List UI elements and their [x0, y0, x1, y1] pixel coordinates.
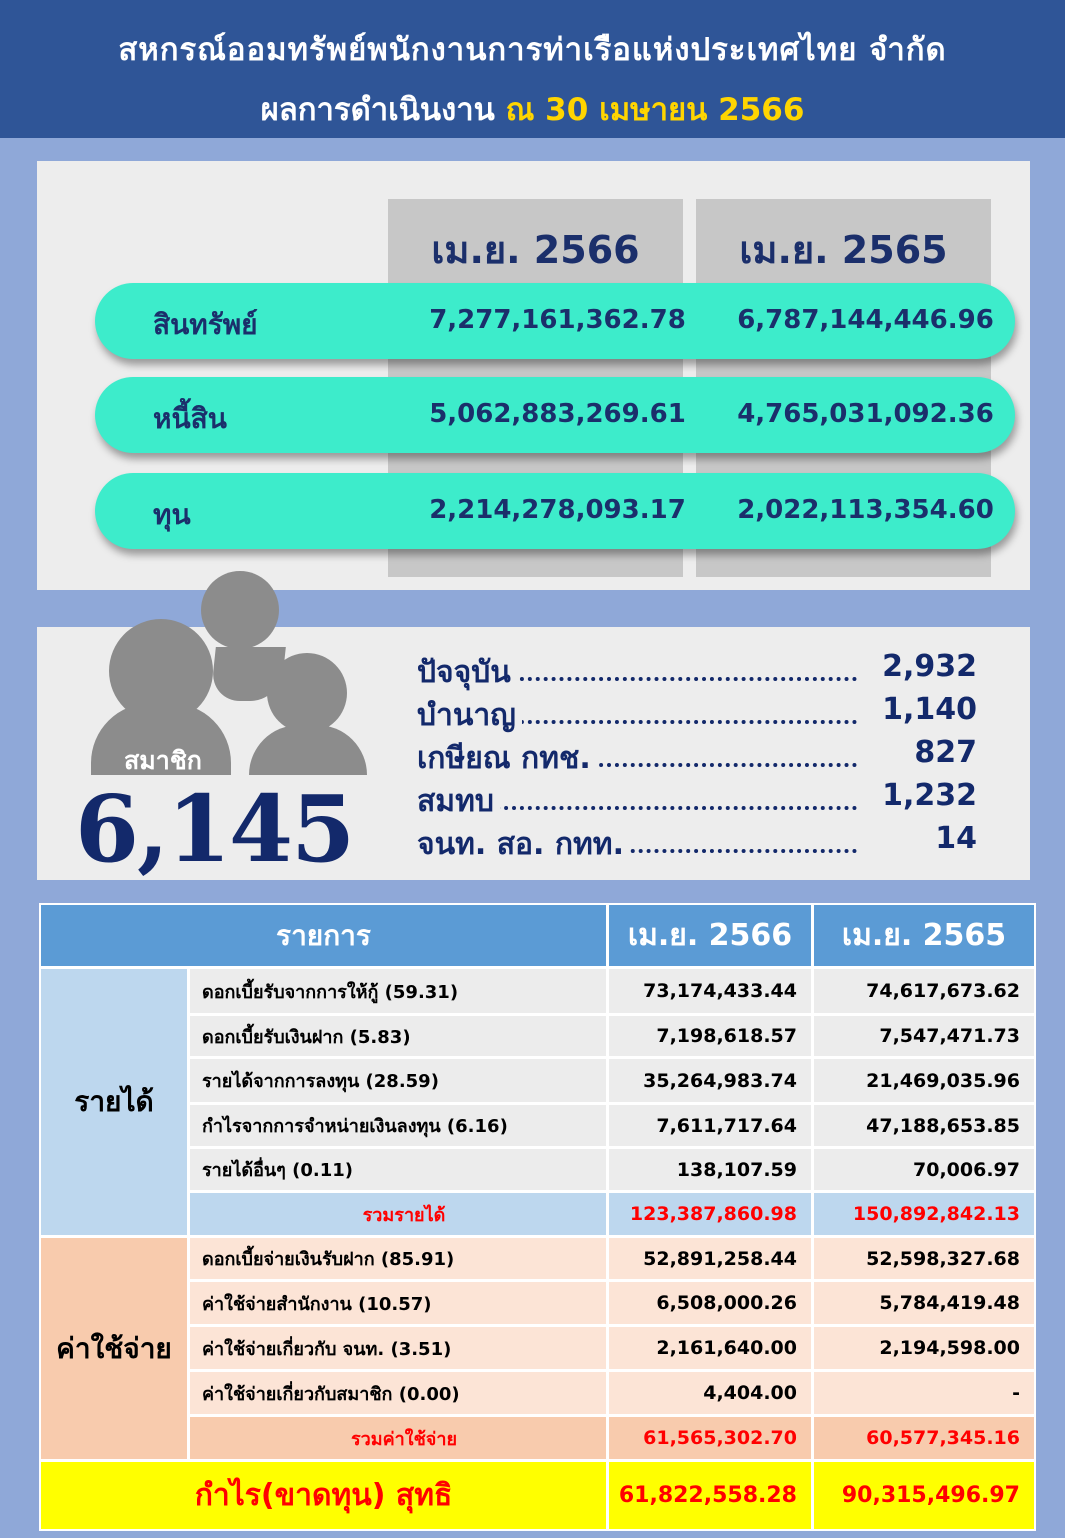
expense-row-label: ค่าใช้จ่ายเกี่ยวกับ จนท. (3.51) [190, 1327, 606, 1369]
net-profit-label: กำไร(ขาดทุน) สุทธิ [41, 1462, 606, 1529]
expense-row-2565: 2,194,598.00 [814, 1327, 1034, 1369]
expense-row-2565: 5,784,419.48 [814, 1282, 1034, 1324]
income-row-label: กำไรจากการจำหน่ายเงินลงทุน (6.16) [190, 1105, 606, 1146]
subtitle-date: ณ 30 เมษายน 2566 [505, 92, 805, 128]
member-value-pension: 1,140 [882, 692, 977, 727]
income-row-label: ดอกเบี้ยรับจากการให้กู้ (59.31) [190, 969, 606, 1013]
member-row-pension [417, 692, 977, 734]
income-row-2565: 70,006.97 [814, 1149, 1034, 1190]
income-total-2565: 150,892,842.13 [814, 1193, 1034, 1235]
assets-label: สินทรัพย์ [153, 308, 258, 341]
header-2566: เม.ย. 2566 [609, 905, 811, 966]
expense-row-2565: 52,598,327.68 [814, 1238, 1034, 1279]
members-label: สมาชิก [124, 746, 202, 775]
income-row-2566: 7,198,618.57 [609, 1016, 811, 1056]
column-header-2566: เม.ย. 2566 [431, 228, 640, 272]
expense-total-2566: 61,565,302.70 [609, 1417, 811, 1459]
members-total: 6,145 [75, 775, 354, 883]
member-label-staff: จนท. สอ. กทท. [417, 821, 630, 868]
income-row-label: ดอกเบี้ยรับเงินฝาก (5.83) [190, 1016, 606, 1056]
income-row-label: รายได้อื่นๆ (0.11) [190, 1149, 606, 1190]
member-row-current [417, 649, 977, 691]
member-value-associate: 1,232 [882, 778, 977, 813]
member-value-staff: 14 [935, 821, 977, 856]
income-total-2566: 123,387,860.98 [609, 1193, 811, 1235]
equity-row [95, 473, 1015, 549]
assets-2566: 7,277,161,362.78 [429, 305, 686, 335]
header-2565: เม.ย. 2565 [814, 905, 1034, 966]
income-row-2566: 73,174,433.44 [609, 969, 811, 1013]
subtitle-prefix: ผลการดำเนินงาน [260, 92, 495, 128]
member-label-current: ปัจจุบัน [417, 649, 517, 696]
net-profit-2565: 90,315,496.97 [814, 1462, 1034, 1529]
expense-section-label: ค่าใช้จ่าย [41, 1238, 187, 1459]
expense-row-2566: 6,508,000.26 [609, 1282, 811, 1324]
expense-row-label: ดอกเบี้ยจ่ายเงินรับฝาก (85.91) [190, 1238, 606, 1279]
expense-row-2565: - [814, 1372, 1034, 1414]
equity-2565: 2,022,113,354.60 [737, 495, 994, 525]
member-row-retired [417, 735, 977, 777]
income-section-label: รายได้ [41, 969, 187, 1235]
assets-2565: 6,787,144,446.96 [737, 305, 994, 335]
income-row-2565: 47,188,653.85 [814, 1105, 1034, 1146]
assets-row [95, 283, 1015, 359]
income-row-2565: 7,547,471.73 [814, 1016, 1034, 1056]
income-total-label: รวมรายได้ [190, 1193, 606, 1235]
financial-position-panel [37, 161, 1030, 590]
member-label-retired: เกษียณ กทช. [417, 735, 597, 782]
expense-row-label: ค่าใช้จ่ายเกี่ยวกับสมาชิก (0.00) [190, 1372, 606, 1414]
liabilities-label: หนี้สิน [153, 402, 227, 435]
member-label-pension: บำนาญ [417, 692, 522, 739]
expense-row-2566: 4,404.00 [609, 1372, 811, 1414]
income-row-2566: 7,611,717.64 [609, 1105, 811, 1146]
net-profit-2566: 61,822,558.28 [609, 1462, 811, 1529]
header-item: รายการ [41, 905, 606, 966]
income-row-2566: 35,264,983.74 [609, 1059, 811, 1102]
income-row-2566: 138,107.59 [609, 1149, 811, 1190]
equity-label: ทุน [153, 498, 191, 531]
income-row-2565: 21,469,035.96 [814, 1059, 1034, 1102]
equity-2566: 2,214,278,093.17 [429, 495, 686, 525]
income-row-label: รายได้จากการลงทุน (28.59) [190, 1059, 606, 1102]
column-header-2565: เม.ย. 2565 [739, 228, 948, 272]
members-panel [37, 627, 1030, 883]
page-title: สหกรณ์ออมทรัพย์พนักงานการท่าเรือแห่งประเทศไทย จำกัด [118, 32, 947, 68]
member-label-associate: สมทบ [417, 778, 500, 825]
expense-total-2565: 60,577,345.16 [814, 1417, 1034, 1459]
page-header [0, 0, 1065, 138]
expense-total-label: รวมค่าใช้จ่าย [190, 1417, 606, 1459]
liabilities-2566: 5,062,883,269.61 [429, 399, 686, 429]
member-row-associate [417, 778, 977, 820]
member-value-current: 2,932 [882, 649, 977, 684]
page-subtitle [0, 84, 1065, 134]
liabilities-row [95, 377, 1015, 453]
expense-row-label: ค่าใช้จ่ายสำนักงาน (10.57) [190, 1282, 606, 1324]
liabilities-2565: 4,765,031,092.36 [737, 399, 994, 429]
income-row-2565: 74,617,673.62 [814, 969, 1034, 1013]
member-row-staff [417, 821, 977, 863]
member-value-retired: 827 [914, 735, 977, 770]
expense-row-2566: 2,161,640.00 [609, 1327, 811, 1369]
income-statement-table [39, 903, 1036, 1531]
expense-row-2566: 52,891,258.44 [609, 1238, 811, 1279]
